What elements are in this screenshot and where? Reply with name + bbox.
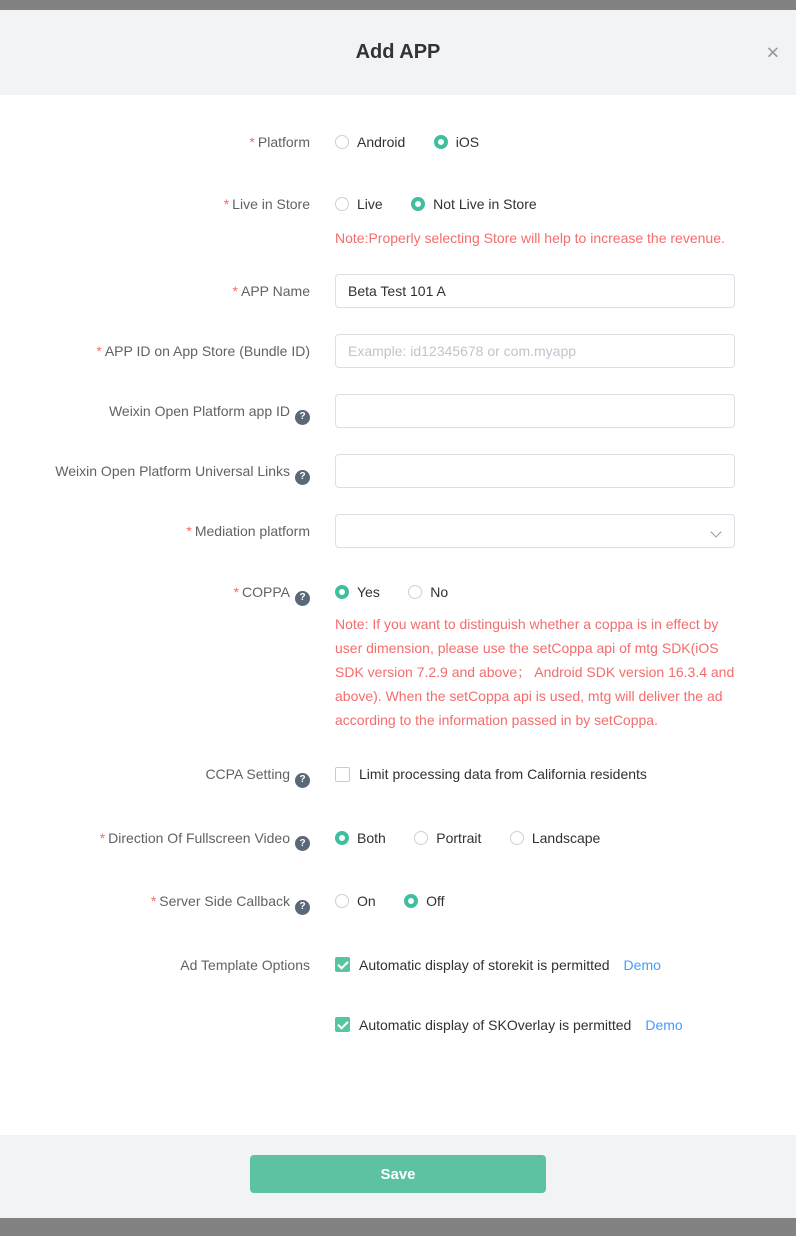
radio-checked-icon [404, 894, 418, 908]
radio-checked-icon [335, 831, 349, 845]
radio-unchecked-icon [408, 585, 422, 599]
chevron-down-icon [710, 526, 721, 537]
form-row-server-side-callback [0, 891, 796, 915]
platform-label: * Platform [249, 134, 310, 150]
required-asterisk: * [96, 343, 102, 359]
ccpa-label: CCPA Setting ? [0, 764, 310, 788]
weixin-app-id-label: Weixin Open Platform app ID ? [0, 394, 310, 428]
radio-unchecked-icon [414, 831, 428, 845]
weixin-universal-links-label: Weixin Open Platform Universal Links ? [0, 454, 310, 488]
required-asterisk: * [99, 829, 106, 846]
radio-live[interactable]: Live [335, 194, 383, 214]
storekit-demo-link[interactable]: Demo [623, 956, 661, 973]
radio-direction-portrait[interactable]: Portrait [414, 828, 481, 848]
radio-unchecked-icon [335, 135, 349, 149]
radio-unchecked-icon [335, 197, 349, 211]
app-name-input[interactable] [335, 274, 735, 308]
form-row-live-in-store [0, 194, 796, 250]
bundle-id-input[interactable] [335, 334, 735, 368]
radio-coppa-yes[interactable]: Yes [335, 582, 380, 602]
required-asterisk: * [150, 893, 157, 909]
required-asterisk: * [249, 134, 255, 150]
form-row-ad-template-2 [0, 1015, 796, 1035]
radio-checked-icon [335, 585, 349, 599]
required-asterisk: * [186, 523, 192, 539]
add-app-modal [0, 10, 796, 1218]
skoverlay-checkbox-label: Automatic display of SKOverlay is permitted [359, 1016, 632, 1033]
help-icon[interactable]: ? [295, 773, 310, 788]
radio-unchecked-icon [335, 894, 349, 908]
skoverlay-demo-link[interactable]: Demo [645, 1016, 683, 1033]
mediation-platform-label: * Mediation platform [186, 523, 310, 539]
radio-direction-landscape[interactable]: Landscape [510, 828, 601, 848]
form-row-mediation-platform [0, 514, 796, 548]
help-icon[interactable]: ? [295, 900, 310, 915]
form-row-platform [0, 132, 796, 154]
radio-unchecked-icon [510, 831, 524, 845]
bundle-id-label: * APP ID on App Store (Bundle ID) [96, 343, 310, 359]
form-row-ad-template-1 [0, 955, 796, 975]
radio-coppa-no[interactable]: No [408, 582, 448, 602]
modal-title: Add APP [355, 41, 441, 63]
live-in-store-label: * Live in Store [223, 196, 310, 212]
modal-footer [0, 1135, 796, 1218]
radio-direction-both[interactable]: Both [335, 828, 386, 848]
modal-body [0, 95, 796, 1135]
app-name-label: * APP Name [232, 283, 310, 299]
checkbox-unchecked-icon [335, 767, 350, 782]
radio-ios[interactable]: iOS [434, 132, 479, 152]
form-row-direction [0, 828, 796, 852]
save-button[interactable]: Save [250, 1155, 546, 1193]
weixin-app-id-input[interactable] [335, 394, 735, 428]
help-icon[interactable]: ? [295, 410, 310, 425]
form-row-ccpa [0, 764, 796, 788]
form-row-bundle-id [0, 334, 796, 368]
storekit-checkbox-label: Automatic display of storekit is permitted [359, 956, 610, 973]
checkbox-checked-icon[interactable] [335, 1017, 350, 1032]
required-asterisk: * [232, 283, 238, 299]
direction-label: * Direction Of Fullscreen Video ? [0, 828, 310, 852]
coppa-note: Note: If you want to distinguish whether a coppa is in effect by user dimension, please use the setCoppa api of mtg SDK(iOS SDK version 7.2.9 and above； Android SDK version 16.3.4 and above). When the setCoppa api is used, mtg will deliver the ad according to the information passed in by setCoppa. [335, 616, 735, 728]
ad-template-label: Ad Template Options [180, 956, 310, 973]
coppa-label: * COPPA ? [0, 582, 310, 732]
radio-checked-icon [411, 197, 425, 211]
form-row-weixin-universal-links [0, 454, 796, 488]
checkbox-checked-icon[interactable] [335, 957, 350, 972]
live-in-store-note: Note:Properly selecting Store will help to increase the revenue. [335, 230, 725, 246]
form-row-weixin-app-id [0, 394, 796, 428]
ccpa-checkbox-row[interactable]: Limit processing data from California residents [335, 764, 796, 784]
close-icon[interactable]: ✕ [765, 43, 780, 62]
radio-checked-icon [434, 135, 448, 149]
radio-callback-off[interactable]: Off [404, 891, 444, 911]
radio-callback-on[interactable]: On [335, 891, 376, 911]
required-asterisk: * [223, 196, 230, 212]
radio-android[interactable]: Android [335, 132, 405, 152]
help-icon[interactable]: ? [295, 591, 310, 606]
help-icon[interactable]: ? [295, 470, 310, 485]
server-side-callback-label: * Server Side Callback ? [0, 891, 310, 915]
form-row-coppa [0, 582, 796, 732]
required-asterisk: * [233, 584, 240, 600]
mediation-platform-select[interactable] [335, 514, 735, 548]
help-icon[interactable]: ? [295, 836, 310, 851]
radio-not-live[interactable]: Not Live in Store [411, 194, 537, 214]
weixin-universal-links-input[interactable] [335, 454, 735, 488]
form-row-app-name [0, 274, 796, 308]
modal-header [0, 10, 796, 95]
